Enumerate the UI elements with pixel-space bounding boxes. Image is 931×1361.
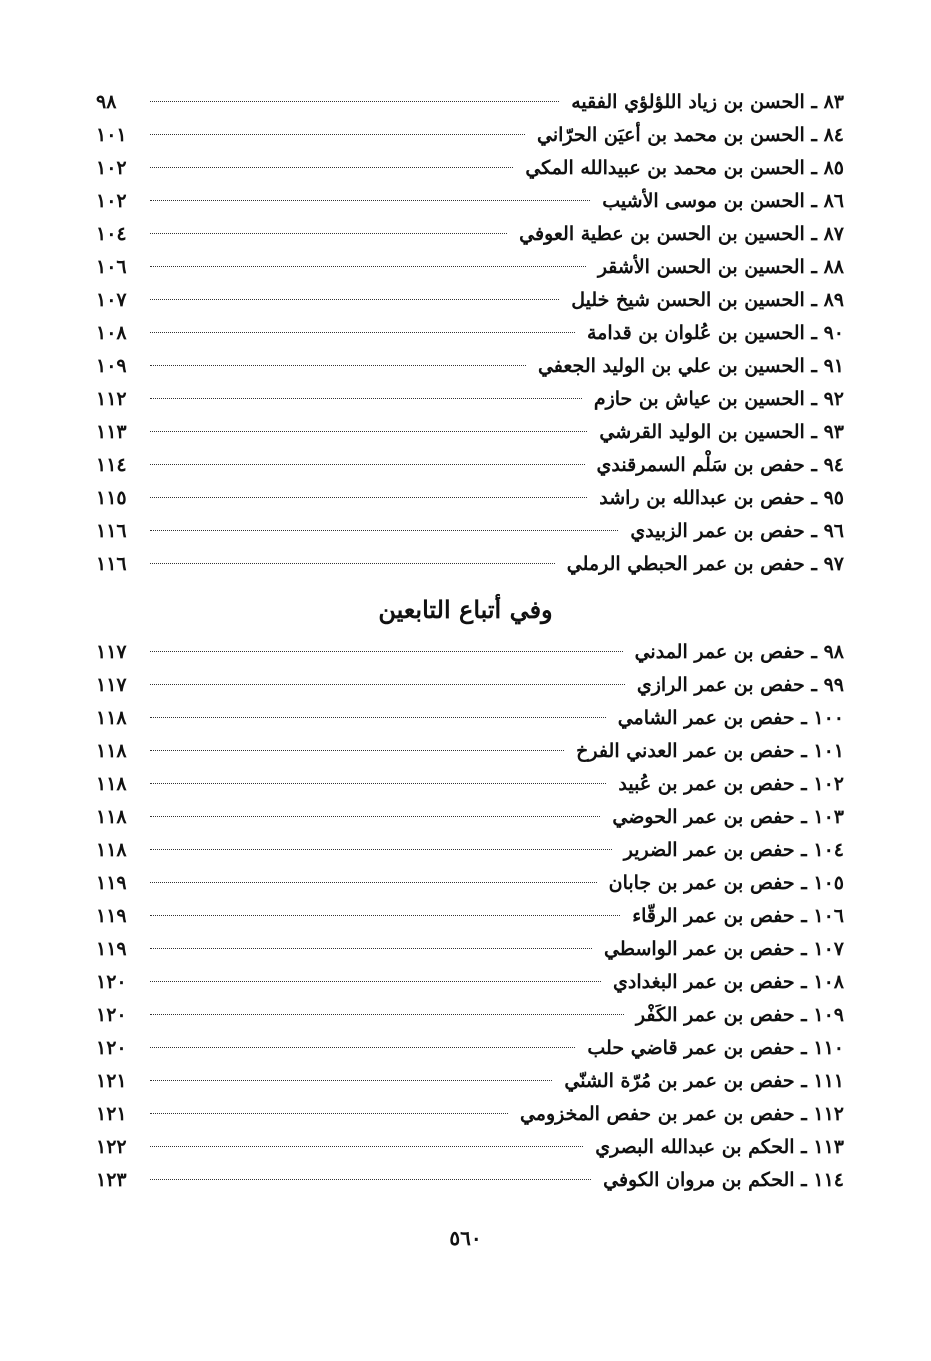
toc-list-part2: [96, 636, 844, 1197]
toc-entry-page: ١١٤: [96, 454, 127, 476]
dot-leader: [150, 915, 620, 916]
toc-entry-title: ٩٣ ـ الحسين بن الوليد القرشي: [599, 421, 844, 443]
toc-entry-title: ١٠١ ـ حفص بن عمر العدني الفرخ: [576, 740, 844, 762]
dot-leader: [150, 948, 592, 949]
toc-entry-page: ١١٣: [96, 421, 127, 443]
toc-entry-title: ١٠٦ ـ حفص بن عمر الرقّاء: [632, 905, 844, 927]
toc-entry-page: ١٢١: [96, 1070, 127, 1092]
dot-leader: [150, 101, 559, 102]
toc-entry: [96, 383, 844, 416]
toc-entry-page: ١١٥: [96, 487, 127, 509]
toc-entry: [96, 119, 844, 152]
toc-entry: [96, 636, 844, 669]
dot-leader: [150, 200, 590, 201]
toc-entry-title: ٩٤ ـ حفص بن سَلْم السمرقندي: [596, 454, 844, 476]
dot-leader: [150, 1014, 624, 1015]
toc-entry-title: ١١١ ـ حفص بن عمر بن مُرّة الشنّي: [564, 1070, 844, 1092]
toc-entry: [96, 1164, 844, 1197]
dot-leader: [150, 530, 618, 531]
toc-entry: [96, 966, 844, 999]
toc-entry-title: ١٠٧ ـ حفص بن عمر الواسطي: [604, 938, 844, 960]
dot-leader: [150, 1080, 552, 1081]
toc-entry: [96, 999, 844, 1032]
toc-entry: [96, 900, 844, 933]
toc-entry: [96, 449, 844, 482]
dot-leader: [150, 563, 555, 564]
toc-entry: [96, 482, 844, 515]
toc-entry-title: ١٠٥ ـ حفص بن عمر بن جابان: [608, 872, 844, 894]
toc-entry-title: ١٠٤ ـ حفص بن عمر الضرير: [623, 839, 844, 861]
toc-entry: [96, 1131, 844, 1164]
dot-leader: [150, 431, 587, 432]
toc-entry: [96, 86, 844, 119]
dot-leader: [150, 167, 513, 168]
toc-entry-page: ١١٨: [96, 707, 127, 729]
toc-entry-page: ١١٧: [96, 674, 127, 696]
toc-entry-page: ١١٨: [96, 806, 127, 828]
dot-leader: [150, 266, 586, 267]
dot-leader: [150, 464, 585, 465]
toc-entry-page: ١١٩: [96, 905, 127, 927]
toc-entry-title: ٩٢ ـ الحسين بن عياش بن حازم: [593, 388, 844, 410]
dot-leader: [150, 849, 612, 850]
toc-entry-title: ٨٤ ـ الحسن بن محمد بن أعيَن الحرّاني: [537, 124, 844, 146]
dot-leader: [150, 299, 559, 300]
dot-leader: [150, 651, 623, 652]
toc-entry-page: ١١٩: [96, 872, 127, 894]
toc-entry-page: ١٠٩: [96, 355, 127, 377]
toc-entry-title: ١٠٨ ـ حفص بن عمر البغدادي: [612, 971, 844, 993]
toc-entry: [96, 933, 844, 966]
toc-entry-title: ٨٥ ـ الحسن بن محمد بن عبيدالله المكي: [525, 157, 844, 179]
toc-entry-title: ١٠٢ ـ حفص بن عمر بن عُبيد: [618, 773, 844, 795]
toc-entry-title: ٨٨ ـ الحسين بن الحسن الأشقر: [597, 256, 844, 278]
toc-entry-page: ١١٩: [96, 938, 127, 960]
toc-entry: [96, 735, 844, 768]
toc-entry-page: ١٢٢: [96, 1136, 127, 1158]
toc-entry-page: ١١٨: [96, 773, 127, 795]
toc-entry-title: ١٠٩ ـ حفص بن عمر الكَفْر: [635, 1004, 844, 1026]
toc-entry: [96, 801, 844, 834]
toc-entry: [96, 152, 844, 185]
toc-entry-title: ١١٤ ـ الحكم بن مروان الكوفي: [603, 1169, 844, 1191]
dot-leader: [150, 365, 526, 366]
toc-entry-title: ٩٥ ـ حفص بن عبدالله بن راشد: [599, 487, 844, 509]
toc-entry-title: ٩١ ـ الحسين بن علي بن الوليد الجعفي: [537, 355, 844, 377]
dot-leader: [150, 684, 625, 685]
toc-entry-title: ٩٦ ـ حفص بن عمر الزبيدي: [630, 520, 844, 542]
toc-entry-title: ٩٧ ـ حفص بن عمر الحبطي الرملي: [566, 553, 844, 575]
toc-entry-title: ٩٠ ـ الحسين بن عُلوان بن قدامة: [586, 322, 844, 344]
toc-entry: [96, 515, 844, 548]
dot-leader: [150, 233, 507, 234]
toc-entry-page: ١٢٣: [96, 1169, 127, 1191]
toc-entry-page: ١٢١: [96, 1103, 127, 1125]
toc-entry-page: ١١٦: [96, 520, 127, 542]
dot-leader: [150, 882, 597, 883]
toc-entry: [96, 1065, 844, 1098]
toc-entry: [96, 317, 844, 350]
toc-entry: [96, 416, 844, 449]
section-heading: وفي أتباع التابعين: [378, 595, 553, 624]
dot-leader: [150, 783, 606, 784]
toc-entry: [96, 284, 844, 317]
toc-list-part1: [96, 86, 844, 581]
dot-leader: [150, 134, 525, 135]
dot-leader: [150, 1146, 583, 1147]
toc-entry-page: ١٠٤: [96, 223, 127, 245]
dot-leader: [150, 717, 606, 718]
toc-entry: [96, 1098, 844, 1131]
toc-entry: [96, 768, 844, 801]
toc-entry-page: ١٢٠: [96, 1037, 127, 1059]
toc-entry-page: ١٠١: [96, 124, 127, 146]
toc-entry-page: ١١٨: [96, 839, 127, 861]
toc-entry-title: ٩٩ ـ حفص بن عمر الرازي: [636, 674, 844, 696]
toc-entry: [96, 251, 844, 284]
toc-entry: [96, 834, 844, 867]
toc-entry: [96, 350, 844, 383]
toc-entry-title: ٩٨ ـ حفص بن عمر المدني: [634, 641, 844, 663]
dot-leader: [150, 981, 601, 982]
dot-leader: [150, 497, 587, 498]
toc-entry: [96, 867, 844, 900]
toc-entry-page: ٩٨: [96, 91, 117, 113]
toc-entry-title: ٨٣ ـ الحسن بن زياد اللؤلؤي الفقيه: [571, 91, 844, 113]
toc-entry: [96, 669, 844, 702]
dot-leader: [150, 1113, 508, 1114]
toc-entry: [96, 185, 844, 218]
toc-entry-page: ١٠٦: [96, 256, 127, 278]
toc-entry: [96, 1032, 844, 1065]
dot-leader: [150, 816, 600, 817]
toc-entry-page: ١٠٧: [96, 289, 127, 311]
toc-entry: [96, 218, 844, 251]
toc-entry-page: ١١٧: [96, 641, 127, 663]
toc-entry-title: ١٠٠ ـ حفص بن عمر الشامي: [617, 707, 844, 729]
page-number: ٥٦٠: [449, 1226, 482, 1250]
toc-entry-page: ١٢٠: [96, 1004, 127, 1026]
toc-entry-page: ١١٢: [96, 388, 127, 410]
toc-entry-page: ١٠٢: [96, 190, 127, 212]
toc-entry: [96, 702, 844, 735]
toc-entry-page: ١٠٨: [96, 322, 127, 344]
toc-entry-page: ١١٦: [96, 553, 127, 575]
dot-leader: [150, 398, 582, 399]
toc-entry: [96, 548, 844, 581]
toc-entry-title: ١١٠ ـ حفص بن عمر قاضي حلب: [587, 1037, 844, 1059]
dot-leader: [150, 1047, 575, 1048]
dot-leader: [150, 750, 564, 751]
toc-entry-page: ١٠٢: [96, 157, 127, 179]
toc-entry-title: ١١٢ ـ حفص بن عمر بن حفص المخزومي: [519, 1103, 844, 1125]
toc-entry-title: ٨٧ ـ الحسين بن الحسن بن عطية العوفي: [519, 223, 844, 245]
toc-entry-page: ١٢٠: [96, 971, 127, 993]
toc-entry-title: ٨٩ ـ الحسين بن الحسن شيخ خليل: [571, 289, 844, 311]
toc-entry-page: ١١٨: [96, 740, 127, 762]
dot-leader: [150, 332, 575, 333]
toc-entry-title: ١١٣ ـ الحكم بن عبدالله البصري: [595, 1136, 844, 1158]
toc-entry-title: ٨٦ ـ الحسن بن موسى الأشيب: [602, 190, 844, 212]
dot-leader: [150, 1179, 591, 1180]
toc-entry-title: ١٠٣ ـ حفص بن عمر الحوضي: [612, 806, 844, 828]
